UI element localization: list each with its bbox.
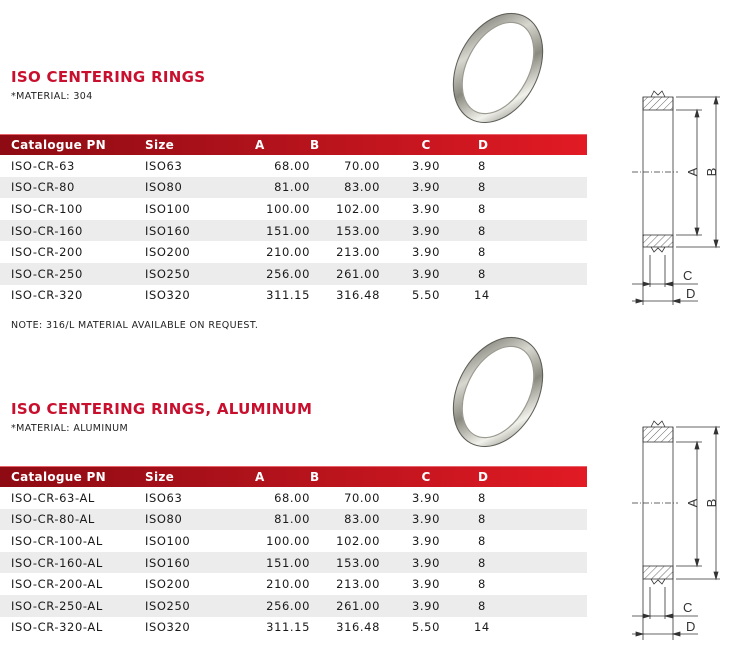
cell-pn: ISO-CR-160-AL [11,555,103,570]
cell-b: 261.00 [336,598,380,613]
cell-size: ISO200 [145,245,191,260]
cell-c: 5.50 [412,288,441,303]
cell-pn: ISO-CR-80-AL [11,512,95,527]
cell-pn: ISO-CR-63-AL [11,490,95,505]
cell-size: ISO63 [145,490,183,505]
cell-a: 100.00 [266,201,310,216]
material-note: NOTE: 316/L MATERIAL AVAILABLE ON REQUEST. [11,320,259,331]
cell-c: 3.90 [412,555,441,570]
cell-c: 3.90 [412,245,441,260]
cross-section-drawing [620,405,734,646]
cell-size: ISO80 [145,180,183,195]
cell-d: 8 [478,266,486,281]
cell-d: 8 [478,598,486,613]
dim-label-d: D [686,619,696,634]
col-header-c-label: C [421,470,431,484]
cell-b: 83.00 [344,180,380,195]
cell-a: 81.00 [274,512,310,527]
cell-b: 213.00 [336,245,380,260]
table-row [0,552,587,574]
cell-c: 3.90 [412,490,441,505]
cell-d: 14 [474,620,490,635]
cell-pn: ISO-CR-320-AL [11,620,103,635]
cell-size: ISO100 [145,201,191,216]
section-title: ISO CENTERING RINGS, ALUMINUM [11,400,313,418]
col-header-size: Size [145,470,175,484]
cell-b: 153.00 [336,555,380,570]
spec-table [0,466,587,638]
cell-a: 311.15 [266,620,310,635]
cell-a: 210.00 [266,245,310,260]
col-header-b: B [310,138,320,152]
cell-b: 70.00 [344,490,380,505]
col-header-d: D [478,138,489,152]
cell-d: 8 [478,577,486,592]
cell-c: 3.90 [412,158,441,173]
cell-b: 102.00 [336,533,380,548]
cell-pn: ISO-CR-63 [11,158,75,173]
cell-d: 8 [478,201,486,216]
cell-b: 83.00 [344,512,380,527]
col-header-b: B [310,470,320,484]
cell-c: 5.50 [412,620,441,635]
table-row [0,509,587,531]
table-row [0,573,587,595]
cell-b: 153.00 [336,223,380,238]
dim-label-b: B [704,498,719,508]
cell-b: 316.48 [336,620,380,635]
cell-size: ISO80 [145,512,183,527]
col-header-a: A [255,138,265,152]
cell-pn: ISO-CR-80 [11,180,75,195]
cell-a: 68.00 [274,490,310,505]
cell-d: 8 [478,555,486,570]
cell-c: 3.90 [412,598,441,613]
cell-d: 8 [478,223,486,238]
cell-d: 8 [478,533,486,548]
col-header-d: D [478,470,489,484]
material-label: *MATERIAL: ALUMINUM [11,423,129,434]
cell-a: 311.15 [266,288,310,303]
cell-a: 256.00 [266,598,310,613]
cell-pn: ISO-CR-100-AL [11,533,103,548]
cell-a: 256.00 [266,266,310,281]
table-row [0,487,587,509]
cell-c: 3.90 [412,201,441,216]
cell-a: 151.00 [266,555,310,570]
col-header-size: Size [145,138,175,152]
dim-label-c: C [683,268,693,283]
cell-b: 261.00 [336,266,380,281]
cell-c: 3.90 [412,533,441,548]
section-title: ISO CENTERING RINGS [11,68,206,86]
cell-size: ISO200 [145,577,191,592]
cell-d: 14 [474,288,490,303]
table-row [0,530,587,552]
centering-ring-photo [430,330,570,455]
cell-b: 102.00 [336,201,380,216]
cell-pn: ISO-CR-200 [11,245,83,260]
cell-size: ISO250 [145,598,191,613]
cell-pn: ISO-CR-320 [11,288,83,303]
cell-size: ISO100 [145,533,191,548]
cell-pn: ISO-CR-200-AL [11,577,103,592]
col-header-catalogue-pn: Catalogue PN [11,470,106,484]
cell-d: 8 [478,245,486,260]
dim-label-c: C [683,600,693,615]
cell-a: 81.00 [274,180,310,195]
cell-pn: ISO-CR-160 [11,223,83,238]
cell-b: 213.00 [336,577,380,592]
cell-size: ISO160 [145,223,191,238]
cell-a: 151.00 [266,223,310,238]
col-header-catalogue-pn: Catalogue PN [11,138,106,152]
cell-size: ISO160 [145,555,191,570]
cell-c: 3.90 [412,223,441,238]
cell-a: 100.00 [266,533,310,548]
cell-d: 8 [478,158,486,173]
dim-label-a: A [685,498,700,508]
cell-pn: ISO-CR-250-AL [11,598,103,613]
cell-d: 8 [478,490,486,505]
col-header-c-label: C [421,138,431,152]
cell-b: 70.00 [344,158,380,173]
cell-size: ISO250 [145,266,191,281]
cell-a: 68.00 [274,158,310,173]
dim-label-b: B [704,167,719,177]
cell-c: 3.90 [412,266,441,281]
cell-size: ISO63 [145,158,183,173]
table-row [0,617,587,639]
cell-c: 3.90 [412,577,441,592]
cell-size: ISO320 [145,288,191,303]
col-header-a: A [255,470,265,484]
cell-pn: ISO-CR-250 [11,266,83,281]
table-header-row [0,467,587,488]
col-header-c [380,467,440,488]
cell-d: 8 [478,180,486,195]
cell-d: 8 [478,512,486,527]
cell-pn: ISO-CR-100 [11,201,83,216]
cell-a: 210.00 [266,577,310,592]
dim-label-a: A [685,167,700,177]
cell-c: 3.90 [412,180,441,195]
cell-c: 3.90 [412,512,441,527]
cell-size: ISO320 [145,620,191,635]
table-row [0,595,587,617]
cell-b: 316.48 [336,288,380,303]
dim-label-d: D [686,286,696,301]
material-label: *MATERIAL: 304 [11,91,93,102]
